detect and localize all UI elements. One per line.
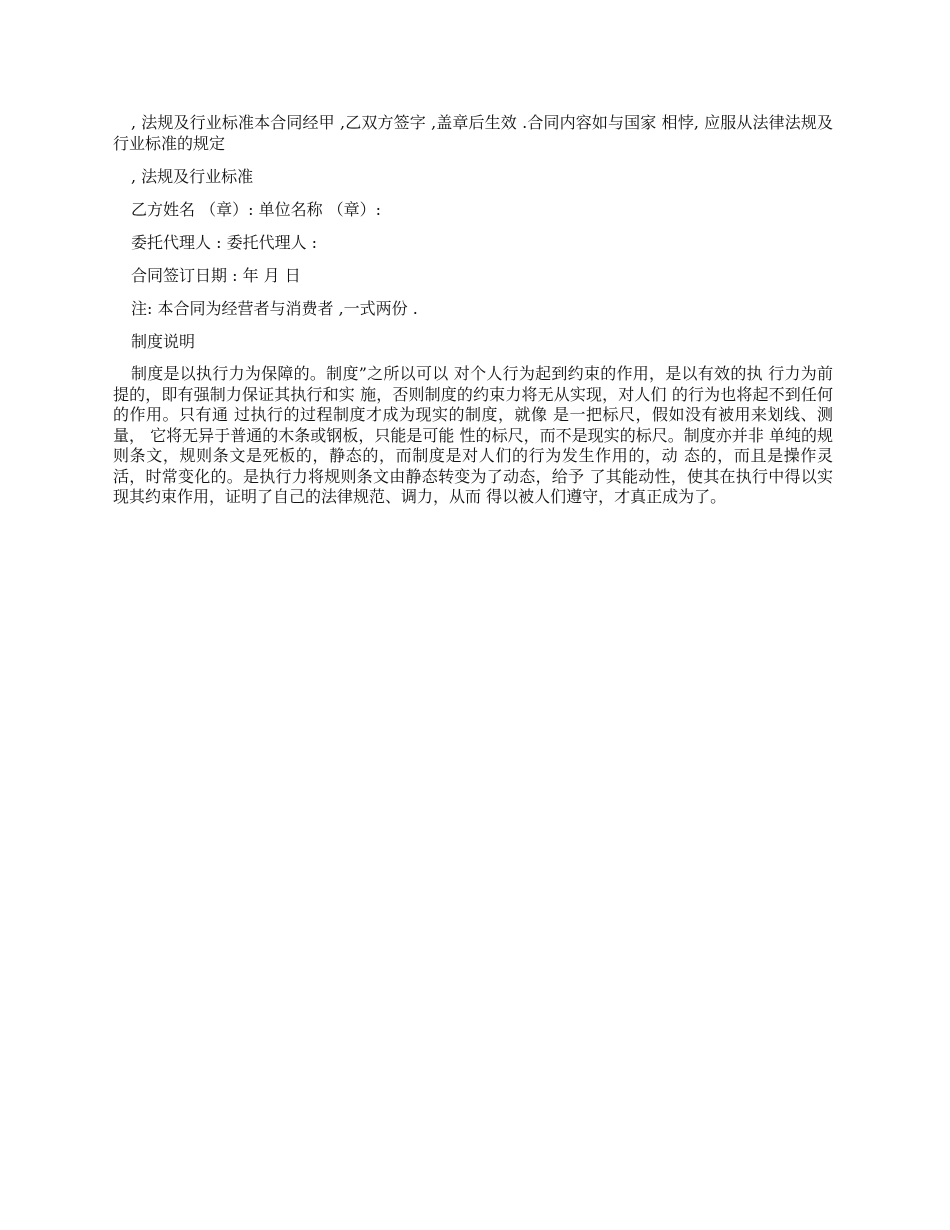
document-content: [113, 112, 833, 520]
section-heading: 制度说明: [131, 332, 196, 351]
party-b-name-line: 乙方姓名 （章）: 单位名称 （章）:: [131, 200, 382, 219]
note-line: 注: 本合同为经营者与消费者 ,一式两份 .: [131, 299, 418, 318]
agent-line: 委托代理人 : 委托代理人 :: [131, 233, 318, 252]
body-paragraph: 制度是以执行力为保障的。制度”之所以可以 对个人行为起到约束的作用，是以有效的执 行力为前提的，即有强制力保证其执行和实 施，否则制度的约束力将无从实现，对人们 的行为也将起不到任何的作用。只有通 过执行的过程制度才成为现实的制度，就像 是一把标尺，假如没有被用来划线、测量， 它将无异于普通的木条或钢板，只能是可能 性的标尺，而不是现实的标尺。制度亦并非 单纯的规则条文，规则条文是死板的，静态的，而制度是对人们的行为发生作用的，动 态的，而且是操作灵活，时常变化的。是执行力将规则条文由静态转变为了动态，给予 了其能动性，使其在执行中得以实现其约束作用，证明了自己的法律规范、调力，从而 得以被人们遵守，才真正成为了。: [113, 364, 833, 506]
regulation-line: , 法规及行业标准: [131, 167, 254, 186]
signing-date-line: 合同签订日期 : 年 月 日: [131, 266, 301, 285]
contract-clause-paragraph: , 法规及行业标准本合同经甲 ,乙双方签字 ,盖章后生效 .合同内容如与国家 相悖, 应服从法律法规及行业标准的规定: [113, 113, 833, 153]
